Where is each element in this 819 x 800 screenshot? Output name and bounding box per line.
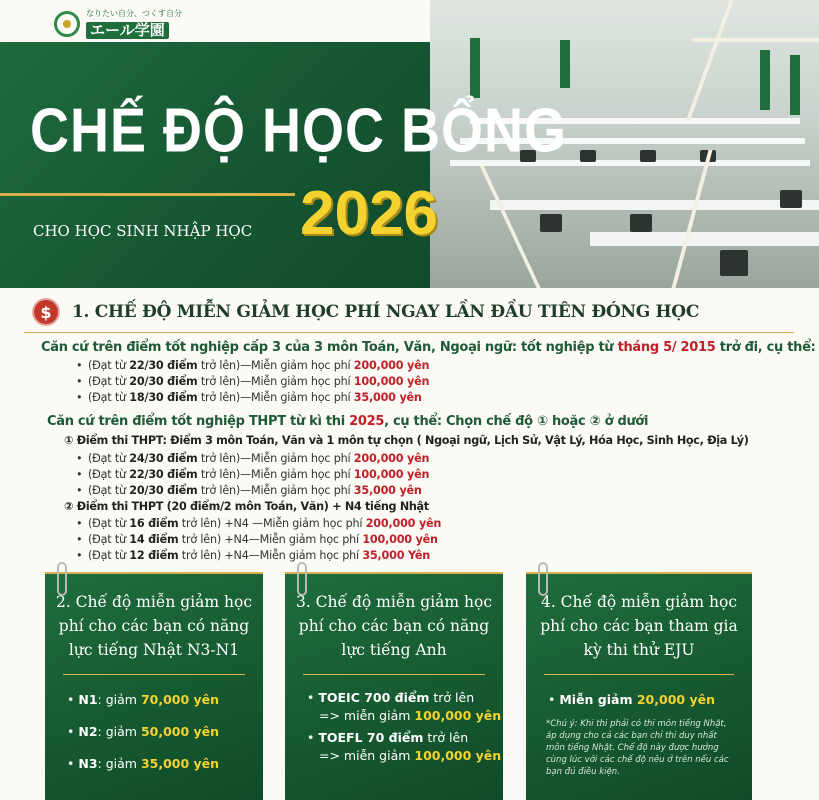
basis1-list [74, 358, 429, 406]
logo-name: エール学園 [86, 22, 169, 39]
logo-icon [54, 11, 80, 37]
basis2-prefix: Căn cứ trên điểm tốt nghiệp THPT từ kì thi [47, 414, 350, 429]
card-divider [544, 674, 734, 675]
list-item: • (Đạt từ 18/30 điểm trở lên)—Miễn giảm học phí 35,000 yên [74, 390, 429, 406]
card-japanese-ability [45, 572, 263, 800]
basis1-prefix: Căn cứ trên điểm tốt nghiệp cấp 3 của 3 môn Toán, Văn, Ngoại ngữ: tốt nghiệp từ [41, 340, 618, 355]
list-item: • TOEFL 70 điểm trở lên [307, 730, 469, 745]
year-badge: 2026 [300, 179, 438, 248]
section1-title: 1. CHẾ ĐỘ MIỄN GIẢM HỌC PHÍ NGAY LẦN ĐẦU TIÊN ĐÓNG HỌC [72, 302, 700, 322]
basis1-highlight: tháng 5/ 2015 [617, 340, 716, 355]
list-item: • (Đạt từ 16 điểm trở lên) +N4 —Miễn giảm học phí 200,000 yên [74, 516, 441, 532]
dollar-icon: $ [32, 298, 60, 326]
list-item: • (Đạt từ 20/30 điểm trở lên)—Miễn giảm học phí 35,000 yên [74, 483, 429, 499]
list-item: • (Đạt từ 12 điểm trở lên) +N4—Miễn giảm học phí 35,000 Yên [74, 548, 441, 564]
list-item: • N2: giảm 50,000 yên [67, 724, 220, 739]
basis2-suffix: , cụ thể: Chọn chế độ ① hoặc ② ở dưới [384, 414, 649, 429]
card-divider [63, 674, 245, 675]
card-divider [303, 674, 485, 675]
list-item: • (Đạt từ 20/30 điểm trở lên)—Miễn giảm học phí 100,000 yên [74, 374, 429, 390]
list-item: • Miễn giảm 20,000 yên [548, 692, 715, 707]
page-title: CHẾ ĐỘ HỌC BỔNG [30, 96, 568, 166]
option2-heading: ② Điểm thi THPT (20 điểm/2 môn Toán, Văn) + N4 tiếng Nhật [64, 500, 429, 513]
basis2-heading [47, 414, 648, 429]
basis1-suffix: trở đi, cụ thể: [715, 340, 816, 355]
card-title: 2. Chế độ miễn giảm học phí cho các bạn có năng lực tiếng Nhật N3-N1 [55, 593, 253, 659]
section1-divider [24, 332, 794, 333]
list-item: • (Đạt từ 22/30 điểm trở lên)—Miễn giảm học phí 100,000 yên [74, 467, 429, 483]
card-eju-exam [526, 572, 752, 800]
list-item: • (Đạt từ 14 điểm trở lên) +N4—Miễn giảm học phí 100,000 yên [74, 532, 441, 548]
option1-heading: ① Điểm thi THPT: Điểm 3 môn Toán, Văn và 1 môn tự chọn ( Ngoại ngữ, Lịch Sử, Vật Lý, Hóa Học, Sinh Học, Địa Lý) [64, 434, 749, 447]
list-item: • N3: giảm 35,000 yên [67, 756, 220, 771]
list-item-detail: => miễn giảm 100,000 yên [319, 708, 502, 723]
option2-list [74, 516, 441, 564]
list-item-detail: => miễn giảm 100,000 yên [319, 748, 502, 763]
school-logo [54, 8, 182, 40]
list-item: • (Đạt từ 22/30 điểm trở lên)—Miễn giảm học phí 200,000 yên [74, 358, 429, 374]
title-divider [0, 193, 295, 196]
card-title: 4. Chế độ miễn giảm học phí cho các bạn tham gia kỳ thi thử EJU [540, 593, 738, 659]
page-subtitle: CHO HỌC SINH NHẬP HỌC [33, 222, 253, 240]
basis1-heading [41, 340, 816, 355]
option1-list [74, 451, 429, 499]
card-english-ability [285, 572, 503, 800]
list-item: • TOEIC 700 điểm trở lên [307, 690, 475, 705]
card-title: 3. Chế độ miễn giảm học phí cho các bạn có năng lực tiếng Anh [295, 593, 493, 659]
logo-tagline: なりたい自分、つくす自分 [86, 9, 182, 18]
header [0, 0, 819, 288]
card-note: *Chú ý: Khi thi phải có thi môn tiếng Nhật, áp dụng cho cả các bạn chỉ thi duy nhất môn tiếng Nhật. Chế độ này được hưởng cùng lúc với các chế độ nêu ở trên nếu các bạn đủ điều kiện. [546, 719, 729, 777]
list-item: • (Đạt từ 24/30 điểm trở lên)—Miễn giảm học phí 200,000 yên [74, 451, 429, 467]
list-item: • N1: giảm 70,000 yên [67, 692, 220, 707]
basis2-highlight: 2025 [349, 414, 385, 429]
